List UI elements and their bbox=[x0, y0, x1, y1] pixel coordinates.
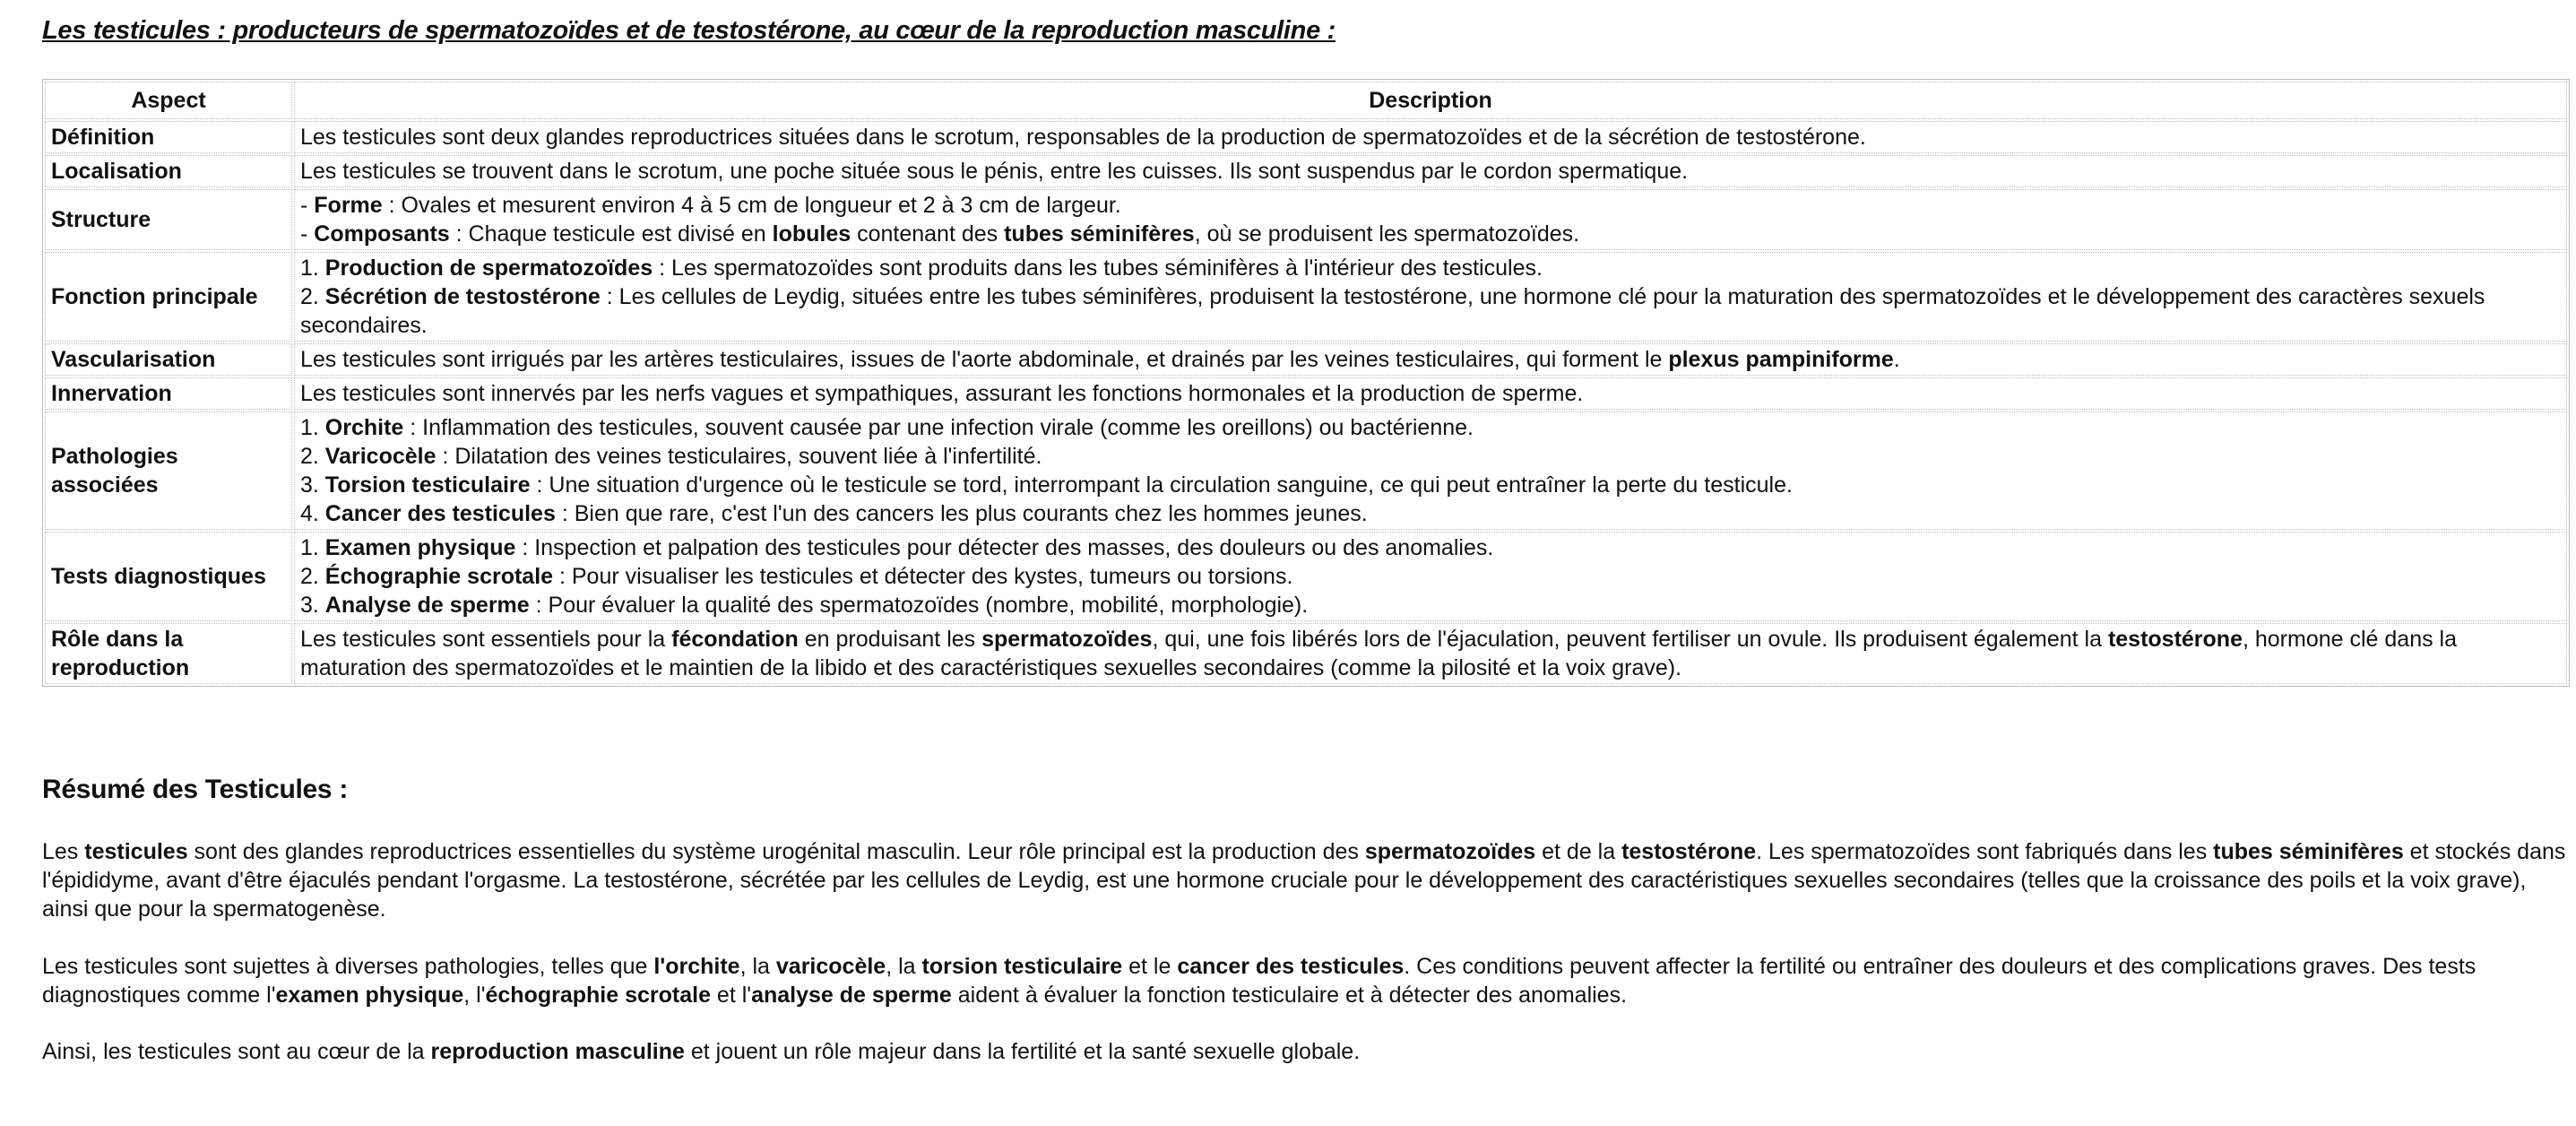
text-run: et jouent un rôle majeur dans la fertilité et la santé sexuelle globale. bbox=[684, 1039, 1361, 1064]
description-line bbox=[300, 625, 2561, 682]
info-table bbox=[42, 79, 2570, 687]
bold-text: reproduction masculine bbox=[430, 1039, 685, 1064]
description-line bbox=[300, 157, 2561, 186]
text-run: contenant des bbox=[851, 221, 1005, 247]
table-row bbox=[45, 155, 2567, 187]
bold-text: Examen physique bbox=[324, 535, 516, 560]
bold-text: Varicocèle bbox=[324, 444, 437, 469]
text-run: et de la bbox=[1535, 839, 1622, 864]
page-title: Les testicules : producteurs de spermatozoïdes et de testostérone, au cœur de la reproduction masculine : bbox=[42, 16, 1336, 45]
table-row bbox=[45, 189, 2567, 250]
text-run: 2. bbox=[300, 284, 325, 309]
text-run: : Ovales et mesurent environ 4 à 5 cm de longueur et 2 à 3 cm de largeur. bbox=[382, 193, 1121, 218]
text-run: . Les spermatozoïdes sont fabriqués dans les bbox=[1756, 839, 2214, 864]
description-line bbox=[300, 591, 2561, 619]
summary-paragraph-3 bbox=[42, 1037, 2572, 1066]
text-run: . bbox=[1893, 347, 1900, 372]
text-run: Ainsi, les testicules sont au cœur de la bbox=[42, 1039, 431, 1064]
text-run: 1. bbox=[300, 535, 325, 560]
description-line bbox=[300, 413, 2561, 442]
text-run: : Les spermatozoïdes sont produits dans les tubes séminifères à l'intérieur des testicules. bbox=[653, 256, 1543, 281]
aspect-cell: Définition bbox=[45, 121, 292, 153]
bold-text: torsion testiculaire bbox=[921, 954, 1123, 979]
description-line bbox=[300, 442, 2561, 471]
aspect-cell: Rôle dans la reproduction bbox=[45, 623, 292, 684]
table-row bbox=[45, 343, 2567, 376]
table-row bbox=[45, 252, 2567, 342]
bold-text: Forme bbox=[314, 193, 383, 218]
text-run: , la bbox=[886, 954, 922, 979]
text-run: 4. bbox=[300, 501, 325, 526]
aspect-cell: Innervation bbox=[45, 377, 292, 410]
bold-text: Torsion testiculaire bbox=[324, 472, 531, 498]
description-cell bbox=[294, 532, 2567, 621]
table-row bbox=[45, 121, 2567, 153]
description-line bbox=[300, 471, 2561, 499]
bold-text: plexus pampiniforme bbox=[1668, 347, 1894, 372]
table-body bbox=[45, 121, 2567, 684]
text-run: : Les cellules de Leydig, situées entre les tubes séminifères, produisent la testostérone, une hormone clé pour la maturation des spermatozoïdes et le développement des caractères sexuels secondaires. bbox=[300, 284, 2485, 338]
bold-text: Analyse de sperme bbox=[324, 593, 530, 618]
text-run: 1. bbox=[300, 256, 325, 281]
bold-text: testostérone bbox=[1621, 839, 1757, 864]
text-run: : Bien que rare, c'est l'un des cancers les plus courants chez les hommes jeunes. bbox=[555, 501, 1368, 526]
table-header-row bbox=[45, 82, 2567, 119]
text-run: 3. bbox=[300, 593, 325, 618]
bold-text: Cancer des testicules bbox=[324, 501, 556, 526]
table-row bbox=[45, 623, 2567, 684]
text-run: Les testicules se trouvent dans le scrotum, une poche située sous le pénis, entre les cuisses. Ils sont suspendus par le cordon spermatique. bbox=[300, 159, 1689, 184]
aspect-cell: Structure bbox=[45, 189, 292, 250]
description-cell bbox=[294, 252, 2567, 342]
aspect-cell: Fonction principale bbox=[45, 252, 292, 342]
text-run: - bbox=[300, 221, 315, 247]
text-run: 2. bbox=[300, 564, 325, 589]
description-cell bbox=[294, 411, 2567, 530]
description-line bbox=[300, 254, 2561, 282]
text-run: Les testicules sont sujettes à diverses pathologies, telles que bbox=[42, 954, 654, 979]
bold-text: spermatozoïdes bbox=[981, 627, 1153, 652]
aspect-cell: Vascularisation bbox=[45, 343, 292, 376]
bold-text: cancer des testicules bbox=[1177, 954, 1405, 979]
text-run: 3. bbox=[300, 472, 325, 498]
text-run: Les testicules sont innervés par les nerfs vagues et sympathiques, assurant les fonctions hormonales et la production de sperme. bbox=[300, 381, 1584, 406]
table-row bbox=[45, 377, 2567, 410]
text-run: et l' bbox=[710, 983, 752, 1008]
aspect-cell: Localisation bbox=[45, 155, 292, 187]
bold-text: Échographie scrotale bbox=[324, 564, 554, 589]
text-run: Les bbox=[42, 839, 85, 864]
text-run: 1. bbox=[300, 415, 325, 440]
text-run: : Une situation d'urgence où le testicule se tord, interrompant la circulation sanguine, ce qui peut entraîner la perte du testicule. bbox=[530, 472, 1793, 498]
text-run: , qui, une fois libérés lors de l'éjaculation, peuvent fertiliser un ovule. Ils produisent également la bbox=[1152, 627, 2108, 652]
text-run: : Pour évaluer la qualité des spermatozoïdes (nombre, mobilité, morphologie). bbox=[529, 593, 1309, 618]
bold-text: échographie scrotale bbox=[485, 983, 711, 1008]
bold-text: Orchite bbox=[324, 415, 404, 440]
text-run: : Dilatation des veines testiculaires, souvent liée à l'infertilité. bbox=[436, 444, 1042, 469]
bold-text: Composants bbox=[314, 221, 450, 247]
description-cell bbox=[294, 343, 2567, 376]
text-run: : Inspection et palpation des testicules pour détecter des masses, des douleurs ou des anomalies. bbox=[515, 535, 1494, 560]
description-cell bbox=[294, 155, 2567, 187]
summary-paragraph-2 bbox=[42, 952, 2572, 1009]
text-run: et stockés dans l'épididyme, avant d'être éjaculés pendant l'orgasme. La testostérone, sécrétée par les cellules de Leydig, est une hormone cruciale pour le développement des caractéristiques sexuelles secondaires (telles que la croissance des poils et la voix grave), ainsi que pour la spermatogenèse. bbox=[42, 839, 2566, 922]
bold-text: lobules bbox=[772, 221, 851, 247]
description-line bbox=[300, 499, 2561, 528]
text-run: sont des glandes reproductrices essentielles du système urogénital masculin. Leur rôle principal est la production des bbox=[187, 839, 1365, 864]
text-run: : Inflammation des testicules, souvent causée par une infection virale (comme les oreillons) ou bactérienne. bbox=[403, 415, 1474, 440]
table-row bbox=[45, 532, 2567, 621]
text-run: - bbox=[300, 193, 315, 218]
description-line bbox=[300, 533, 2561, 562]
description-line bbox=[300, 191, 2561, 220]
header-aspect: Aspect bbox=[45, 82, 292, 119]
description-line bbox=[300, 379, 2561, 408]
text-run: Les testicules sont deux glandes reproductrices situées dans le scrotum, responsables de la production de spermatozoïdes et de la sécrétion de testostérone. bbox=[300, 125, 1866, 150]
bold-text: Production de spermatozoïdes bbox=[324, 256, 653, 281]
description-cell bbox=[294, 189, 2567, 250]
bold-text: Sécrétion de testostérone bbox=[324, 284, 601, 309]
text-run: , hormone clé dans la maturation des spermatozoïdes et le maintien de la libido et des caractéristiques sexuelles secondaires (comme la pilosité et la voix grave). bbox=[300, 627, 2458, 680]
description-line bbox=[300, 345, 2561, 374]
description-line bbox=[300, 282, 2561, 340]
bold-text: testicules bbox=[84, 839, 188, 864]
text-run: : Chaque testicule est divisé en bbox=[449, 221, 773, 247]
bold-text: analyse de sperme bbox=[751, 983, 952, 1008]
description-line bbox=[300, 220, 2561, 248]
text-run: aident à évaluer la fonction testiculaire et à détecter des anomalies. bbox=[951, 983, 1628, 1008]
aspect-cell: Tests diagnostiques bbox=[45, 532, 292, 621]
header-description: Description bbox=[294, 82, 2567, 119]
text-run: , la bbox=[739, 954, 776, 979]
text-run: Les testicules sont essentiels pour la bbox=[300, 627, 672, 652]
table-row bbox=[45, 411, 2567, 530]
bold-text: l'orchite bbox=[653, 954, 740, 979]
text-run: en produisant les bbox=[798, 627, 982, 652]
text-run: , où se produisent les spermatozoïdes. bbox=[1194, 221, 1580, 247]
text-run: et le bbox=[1122, 954, 1178, 979]
description-cell bbox=[294, 121, 2567, 153]
text-run: Les testicules sont irrigués par les artères testiculaires, issues de l'aorte abdominale, et drainés par les veines testiculaires, qui forment le bbox=[300, 347, 1669, 372]
bold-text: spermatozoïdes bbox=[1364, 839, 1536, 864]
text-run: 2. bbox=[300, 444, 325, 469]
bold-text: examen physique bbox=[275, 983, 464, 1008]
summary-heading: Résumé des Testicules : bbox=[42, 775, 349, 804]
info-table-container bbox=[42, 79, 2570, 687]
bold-text: tubes séminifères bbox=[2213, 839, 2404, 864]
bold-text: tubes séminifères bbox=[1004, 221, 1195, 247]
bold-text: varicocèle bbox=[775, 954, 886, 979]
description-line bbox=[300, 562, 2561, 591]
bold-text: fécondation bbox=[671, 627, 799, 652]
text-run: : Pour visualiser les testicules et détecter des kystes, tumeurs ou torsions. bbox=[553, 564, 1293, 589]
summary-paragraph-1 bbox=[42, 837, 2572, 923]
description-line bbox=[300, 123, 2561, 152]
text-run: . Ces conditions peuvent affecter la fertilité ou entraîner des douleurs et des complications graves. Des tests diagnostiques comme l' bbox=[42, 954, 2477, 1008]
description-cell bbox=[294, 623, 2567, 684]
text-run: , l' bbox=[463, 983, 486, 1008]
description-cell bbox=[294, 377, 2567, 410]
bold-text: testostérone bbox=[2107, 627, 2243, 652]
aspect-cell: Pathologies associées bbox=[45, 411, 292, 530]
